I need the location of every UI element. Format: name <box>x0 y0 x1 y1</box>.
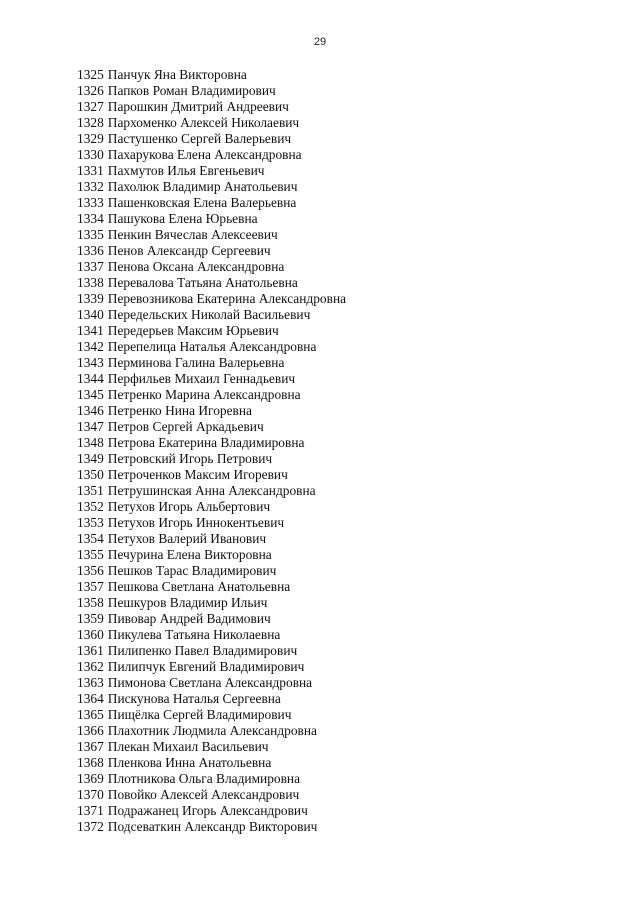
entry-name: Перевозникова Екатерина Александровна <box>107 291 347 306</box>
list-item <box>77 643 346 659</box>
list-item <box>77 435 346 451</box>
entry-number: 1361 <box>77 643 104 658</box>
entry-number: 1340 <box>77 307 104 322</box>
list-item <box>77 803 346 819</box>
entry-name: Пастушенко Сергей Валерьевич <box>107 131 292 146</box>
entry-name: Повойко Алексей Александрович <box>107 787 300 802</box>
entry-name: Петрова Екатерина Владимировна <box>107 435 305 450</box>
entry-name: Петров Сергей Аркадьевич <box>107 419 264 434</box>
list-item <box>77 547 346 563</box>
entry-name: Папков Роман Владимирович <box>107 83 276 98</box>
list-item <box>77 531 346 547</box>
list-item <box>77 355 346 371</box>
list-item <box>77 243 346 259</box>
entry-name: Передерьев Максим Юрьевич <box>107 323 279 338</box>
entry-number: 1329 <box>77 131 104 146</box>
entry-name: Перфильев Михаил Геннадьевич <box>107 371 296 386</box>
entry-name: Петухов Игорь Иннокентьевич <box>107 515 285 530</box>
entry-number: 1356 <box>77 563 104 578</box>
list-item <box>77 563 346 579</box>
list-item <box>77 83 346 99</box>
entry-name: Подсеваткин Александр Викторович <box>107 819 318 834</box>
list-item <box>77 371 346 387</box>
list-item <box>77 755 346 771</box>
entry-number: 1358 <box>77 595 104 610</box>
entry-number: 1326 <box>77 83 104 98</box>
entry-name: Пискунова Наталья Сергеевна <box>107 691 281 706</box>
page-number: 29 <box>313 36 327 48</box>
entry-name: Пашенковская Елена Валерьевна <box>107 195 297 210</box>
list-item <box>77 307 346 323</box>
entry-number: 1346 <box>77 403 104 418</box>
name-list <box>77 67 346 835</box>
entry-name: Пахолюк Владимир Анатольевич <box>107 179 298 194</box>
entry-number: 1331 <box>77 163 104 178</box>
entry-name: Пашукова Елена Юрьевна <box>107 211 258 226</box>
entry-name: Парошкин Дмитрий Андреевич <box>107 99 289 114</box>
list-item <box>77 723 346 739</box>
entry-name: Пешкуров Владимир Ильич <box>107 595 268 610</box>
entry-name: Печурина Елена Викторовна <box>107 547 272 562</box>
entry-name: Пешков Тарас Владимирович <box>107 563 277 578</box>
entry-name: Пилипчук Евгений Владимирович <box>107 659 305 674</box>
entry-number: 1370 <box>77 787 104 802</box>
list-item <box>77 515 346 531</box>
entry-name: Перепелица Наталья Александровна <box>107 339 317 354</box>
list-item <box>77 179 346 195</box>
entry-name: Пимонова Светлана Александровна <box>107 675 313 690</box>
entry-number: 1352 <box>77 499 104 514</box>
entry-name: Пенов Александр Сергеевич <box>107 243 271 258</box>
list-item <box>77 211 346 227</box>
entry-number: 1344 <box>77 371 104 386</box>
list-item <box>77 115 346 131</box>
entry-name: Плекан Михаил Васильевич <box>107 739 269 754</box>
list-item <box>77 419 346 435</box>
entry-name: Пилипенко Павел Владимирович <box>107 643 298 658</box>
entry-name: Плотникова Ольга Владимировна <box>107 771 301 786</box>
list-item <box>77 275 346 291</box>
entry-number: 1339 <box>77 291 104 306</box>
entry-number: 1328 <box>77 115 104 130</box>
list-item <box>77 483 346 499</box>
entry-number: 1337 <box>77 259 104 274</box>
list-item <box>77 131 346 147</box>
entry-number: 1351 <box>77 483 104 498</box>
list-item <box>77 787 346 803</box>
list-item <box>77 291 346 307</box>
entry-name: Пахмутов Илья Евгеньевич <box>107 163 265 178</box>
entry-number: 1336 <box>77 243 104 258</box>
entry-name: Пикулева Татьяна Николаевна <box>107 627 281 642</box>
entry-number: 1334 <box>77 211 104 226</box>
entry-number: 1330 <box>77 147 104 162</box>
entry-name: Петухов Игорь Альбертович <box>107 499 271 514</box>
entry-number: 1371 <box>77 803 104 818</box>
entry-number: 1368 <box>77 755 104 770</box>
list-item <box>77 259 346 275</box>
entry-name: Пахарукова Елена Александровна <box>107 147 302 162</box>
entry-number: 1341 <box>77 323 104 338</box>
entry-number: 1354 <box>77 531 104 546</box>
entry-number: 1342 <box>77 339 104 354</box>
entry-number: 1363 <box>77 675 104 690</box>
entry-name: Петрушинская Анна Александровна <box>107 483 316 498</box>
entry-number: 1338 <box>77 275 104 290</box>
entry-number: 1359 <box>77 611 104 626</box>
list-item <box>77 323 346 339</box>
entry-number: 1335 <box>77 227 104 242</box>
list-item <box>77 499 346 515</box>
entry-number: 1366 <box>77 723 104 738</box>
list-item <box>77 675 346 691</box>
entry-name: Петровский Игорь Петрович <box>107 451 273 466</box>
list-item <box>77 403 346 419</box>
entry-number: 1347 <box>77 419 104 434</box>
list-item <box>77 99 346 115</box>
list-item <box>77 739 346 755</box>
entry-number: 1367 <box>77 739 104 754</box>
entry-name: Пешкова Светлана Анатольевна <box>107 579 291 594</box>
list-item <box>77 195 346 211</box>
entry-name: Петухов Валерий Иванович <box>107 531 267 546</box>
entry-number: 1343 <box>77 355 104 370</box>
entry-name: Пивовар Андрей Вадимович <box>107 611 271 626</box>
list-item <box>77 387 346 403</box>
entry-number: 1365 <box>77 707 104 722</box>
list-item <box>77 579 346 595</box>
entry-name: Пленкова Инна Анатольевна <box>107 755 272 770</box>
entry-number: 1364 <box>77 691 104 706</box>
list-item <box>77 227 346 243</box>
list-item <box>77 659 346 675</box>
entry-number: 1348 <box>77 435 104 450</box>
list-item <box>77 147 346 163</box>
list-item <box>77 627 346 643</box>
entry-name: Перминова Галина Валерьевна <box>107 355 285 370</box>
entry-number: 1345 <box>77 387 104 402</box>
list-item <box>77 163 346 179</box>
entry-number: 1360 <box>77 627 104 642</box>
entry-number: 1327 <box>77 99 104 114</box>
entry-number: 1333 <box>77 195 104 210</box>
list-item <box>77 451 346 467</box>
list-item <box>77 611 346 627</box>
entry-name: Пенкин Вячеслав Алексеевич <box>107 227 278 242</box>
entry-name: Перевалова Татьяна Анатольевна <box>107 275 298 290</box>
list-item <box>77 771 346 787</box>
list-item <box>77 467 346 483</box>
entry-name: Передельских Николай Васильевич <box>107 307 311 322</box>
entry-number: 1355 <box>77 547 104 562</box>
entry-number: 1332 <box>77 179 104 194</box>
entry-number: 1349 <box>77 451 104 466</box>
entry-number: 1350 <box>77 467 104 482</box>
entry-number: 1325 <box>77 67 104 82</box>
entry-number: 1362 <box>77 659 104 674</box>
list-item <box>77 691 346 707</box>
entry-name: Петренко Марина Александровна <box>107 387 301 402</box>
entry-name: Пищёлка Сергей Владимирович <box>107 707 292 722</box>
entry-name: Плахотник Людмила Александровна <box>107 723 317 738</box>
list-item <box>77 819 346 835</box>
entry-number: 1357 <box>77 579 104 594</box>
entry-name: Подражанец Игорь Александрович <box>107 803 308 818</box>
list-item <box>77 67 346 83</box>
list-item <box>77 707 346 723</box>
entry-number: 1353 <box>77 515 104 530</box>
entry-name: Панчук Яна Викторовна <box>107 67 247 82</box>
entry-name: Петренко Нина Игоревна <box>107 403 252 418</box>
entry-name: Петроченков Максим Игоревич <box>107 467 288 482</box>
entry-number: 1369 <box>77 771 104 786</box>
list-item <box>77 595 346 611</box>
entry-name: Пархоменко Алексей Николаевич <box>107 115 300 130</box>
entry-name: Пенова Оксана Александровна <box>107 259 285 274</box>
list-item <box>77 339 346 355</box>
entry-number: 1372 <box>77 819 104 834</box>
